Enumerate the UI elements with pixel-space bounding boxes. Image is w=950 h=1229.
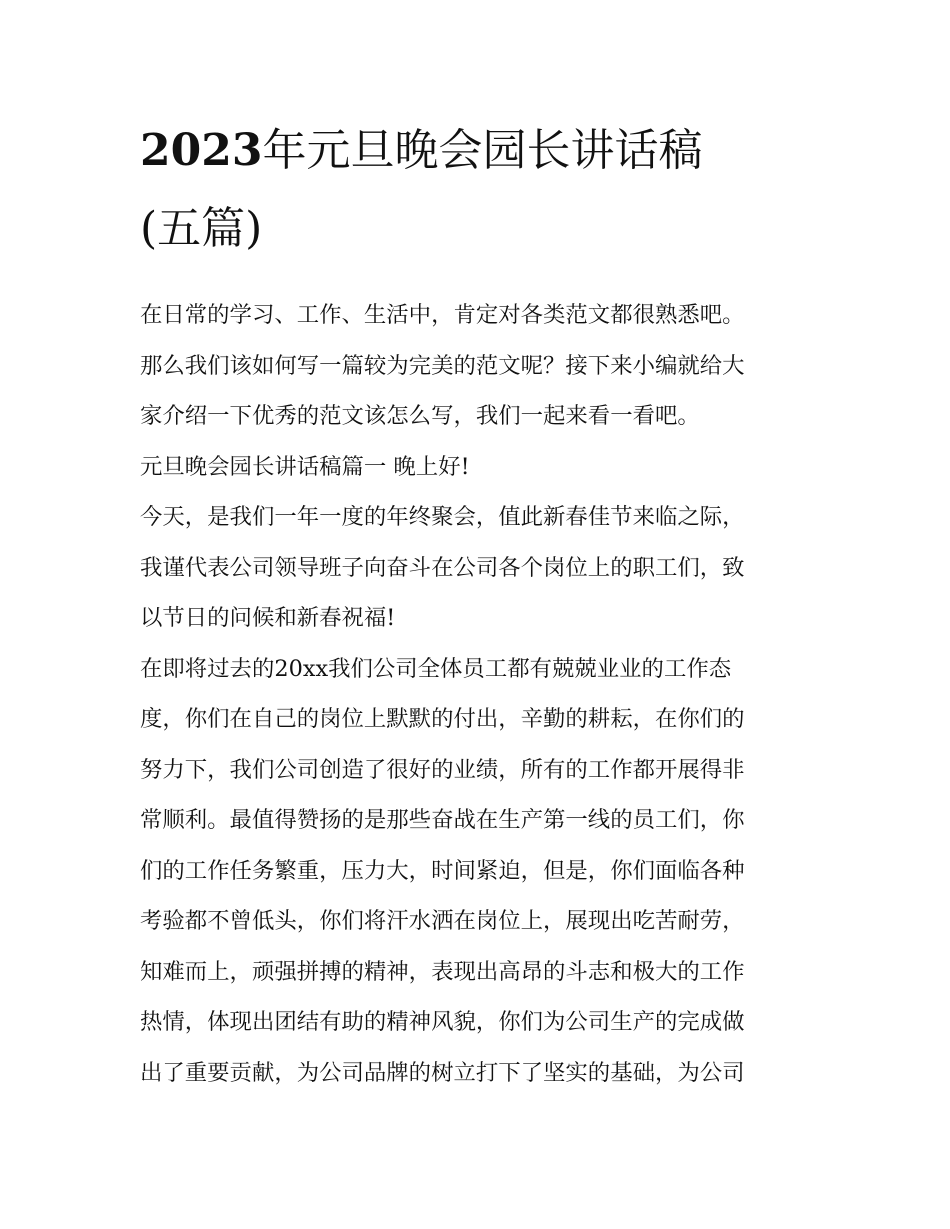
document-page — [140, 112, 812, 1098]
title-line-2: (五篇) — [140, 203, 263, 254]
title-line-1 — [140, 112, 812, 190]
body-line: 常顺利。最值得赞扬的是那些奋战在生产第一线的员工们，你 — [140, 807, 745, 833]
body-line: 热情，体现出团结有助的精神风貌，你们为公司生产的完成做 — [140, 1009, 745, 1035]
body-line: 我谨代表公司领导班子向奋斗在公司各个岗位上的职工们，致 — [140, 554, 745, 581]
body-line: 以节日的问候和新春祝福! — [140, 605, 396, 631]
body-line: 考验都不曾低头，你们将汗水洒在岗位上，展现出吃苦耐劳， — [140, 908, 745, 934]
title-text: 年元旦晚会园长讲话稿 — [262, 125, 703, 176]
body-line: 知难而上，顽强拼搏的精神，表现出高昂的斗志和极大的工作 — [140, 958, 745, 985]
body-line: 努力下，我们公司创造了很好的业绩，所有的工作都开展得非 — [140, 756, 745, 783]
body-line: 元旦晚会园长讲话稿篇一 晚上好! — [140, 453, 470, 480]
body-line: 度，你们在自己的岗位上默默的付出，辛勤的耕耘，在你们的 — [140, 706, 745, 732]
document-title — [140, 112, 812, 268]
body-line: 们的工作任务繁重，压力大，时间紧迫，但是，你们面临各种 — [140, 857, 745, 884]
body-line: 在日常的学习、工作、生活中，肯定对各类范文都很熟悉吧。 — [140, 302, 745, 328]
body-line: 今天，是我们一年一度的年终聚会，值此新春佳节来临之际， — [140, 504, 745, 530]
body-line: 家介绍一下优秀的范文该怎么写，我们一起来看一看吧。 — [140, 403, 700, 429]
body-line: 那么我们该如何写一篇较为完美的范文呢？接下来小编就给大 — [140, 352, 745, 379]
title-year: 2023 — [140, 125, 263, 176]
body-line: 出了重要贡献，为公司品牌的树立打下了坚实的基础，为公司 — [140, 1059, 745, 1086]
document-body — [140, 290, 812, 1098]
body-line: 在即将过去的20xx我们公司全体员工都有兢兢业业的工作态 — [140, 655, 732, 682]
